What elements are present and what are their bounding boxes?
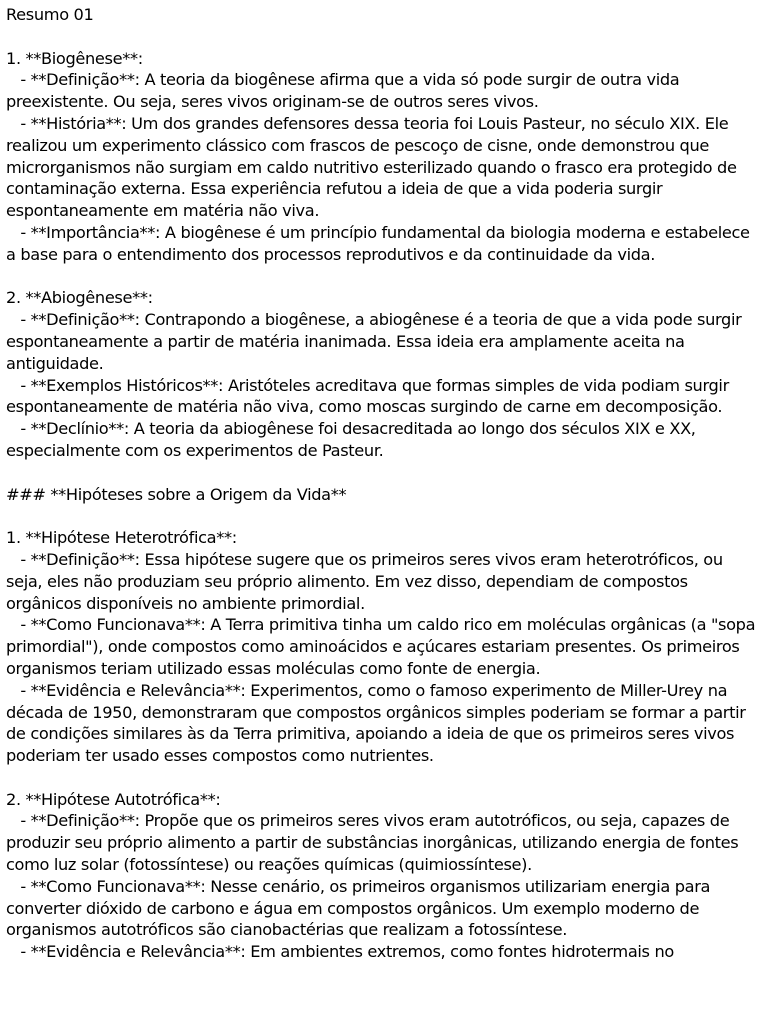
abiogenese-definicao: - **Definição**: Contrapondo a biogênese, a abiogênese é a teoria de que a vida pode surgir espontaneamente a partir de matéria inanimada. Essa ideia era amplamente aceita na antiguidade. [6,310,747,373]
document-title: Resumo 01 [6,5,94,24]
abiogenese-exemplos: - **Exemplos Históricos**: Aristóteles acreditava que formas simples de vida podiam surgir espontaneamente de matéria não viva, como moscas surgindo de carne em decomposição. [6,375,734,417]
blank-line [6,505,762,527]
section-heading-abiogenese: 2. **Abiogênese**: [6,288,153,308]
blank-line [6,26,762,48]
autotrofica-evidencia: - **Evidência e Relevância**: Em ambientes extremos, como fontes hidrotermais no [6,942,674,962]
heterotrofica-como-funcionava: - **Como Funcionava**: A Terra primitiva tinha um caldo rico em moléculas orgânicas (a "sopa primordial"), onde compostos como aminoácidos e açúcares estariam presentes. Os primeiros organismos teriam utilizado essas moléculas como fonte de energia. [6,615,760,678]
autotrofica-como-funcionava: - **Como Funcionava**: Nesse cenário, os primeiros organismos utilizariam energia para converter dióxido de carbono e água em compostos orgânicos. Um exemplo moderno de organismos autotróficos são cianobactérias que realizam a fotossíntese. [6,876,715,940]
autotrofica-definicao: - **Definição**: Propõe que os primeiros seres vivos eram autotróficos, ou seja, capazes de produzir seu próprio alimento a partir de substâncias inorgânicas, utilizando energia de fontes como luz solar (fotossíntese) ou reações químicas (quimiossíntese). [6,811,744,875]
blank-line [6,462,762,484]
heterotrofica-evidencia: - **Evidência e Relevância**: Experimentos, como o famoso experimento de Miller-Urey na década de 1950, demonstraram que compostos orgânicos simples poderiam se formar a partir de condições similares às da Terra primitiva, apoiando a ideia de que os primeiros seres vivos poderiam ter usado esses compostos como nutrientes. [6,680,751,766]
hypothesis-heading-autotrofica: 2. **Hipótese Autotrófica**: [6,789,221,809]
section-heading-biogenese: 1. **Biogênese**: [6,48,143,68]
biogenese-importancia: - **Importância**: A biogênese é um princípio fundamental da biologia moderna e estabelece a base para o entendimento dos processos reprodutivos e da continuidade da vida. [6,222,755,264]
biogenese-definicao: - **Definição**: A teoria da biogênese afirma que a vida só pode surgir de outra vida preexistente. Ou seja, seres vivos originam-se de outros seres vivos. [6,70,685,112]
hypothesis-heading-heterotrofica: 1. **Hipótese Heterotrófica**: [6,528,237,548]
abiogenese-declinio: - **Declínio**: A teoria da abiogênese foi desacreditada ao longo dos séculos XIX e XX, especialmente com os experimentos de Pasteur. [6,419,701,460]
heterotrofica-definicao: - **Definição**: Essa hipótese sugere que os primeiros seres vivos eram heterotróficos, ou seja, eles não produziam seu próprio alimento. Em vez disso, dependiam de compostos orgânicos disponíveis no ambiente primordial. [6,549,728,613]
biogenese-historia: - **História**: Um dos grandes defensores dessa teoria foi Louis Pasteur, no século XIX. Ele realizou um experimento clássico com frascos de pescoço de cisne, onde demonstrou que microrganismos não surgiam em caldo nutritivo esterilizado quando o frasco era protegido de contaminação externa. Essa experiência refutou a ideia de que a vida poderia surgir espontaneamente em matéria não viva. [6,113,742,221]
blank-line [6,767,762,789]
subheading-hipoteses: ### **Hipóteses sobre a Origem da Vida** [6,484,347,504]
blank-line [6,266,762,288]
